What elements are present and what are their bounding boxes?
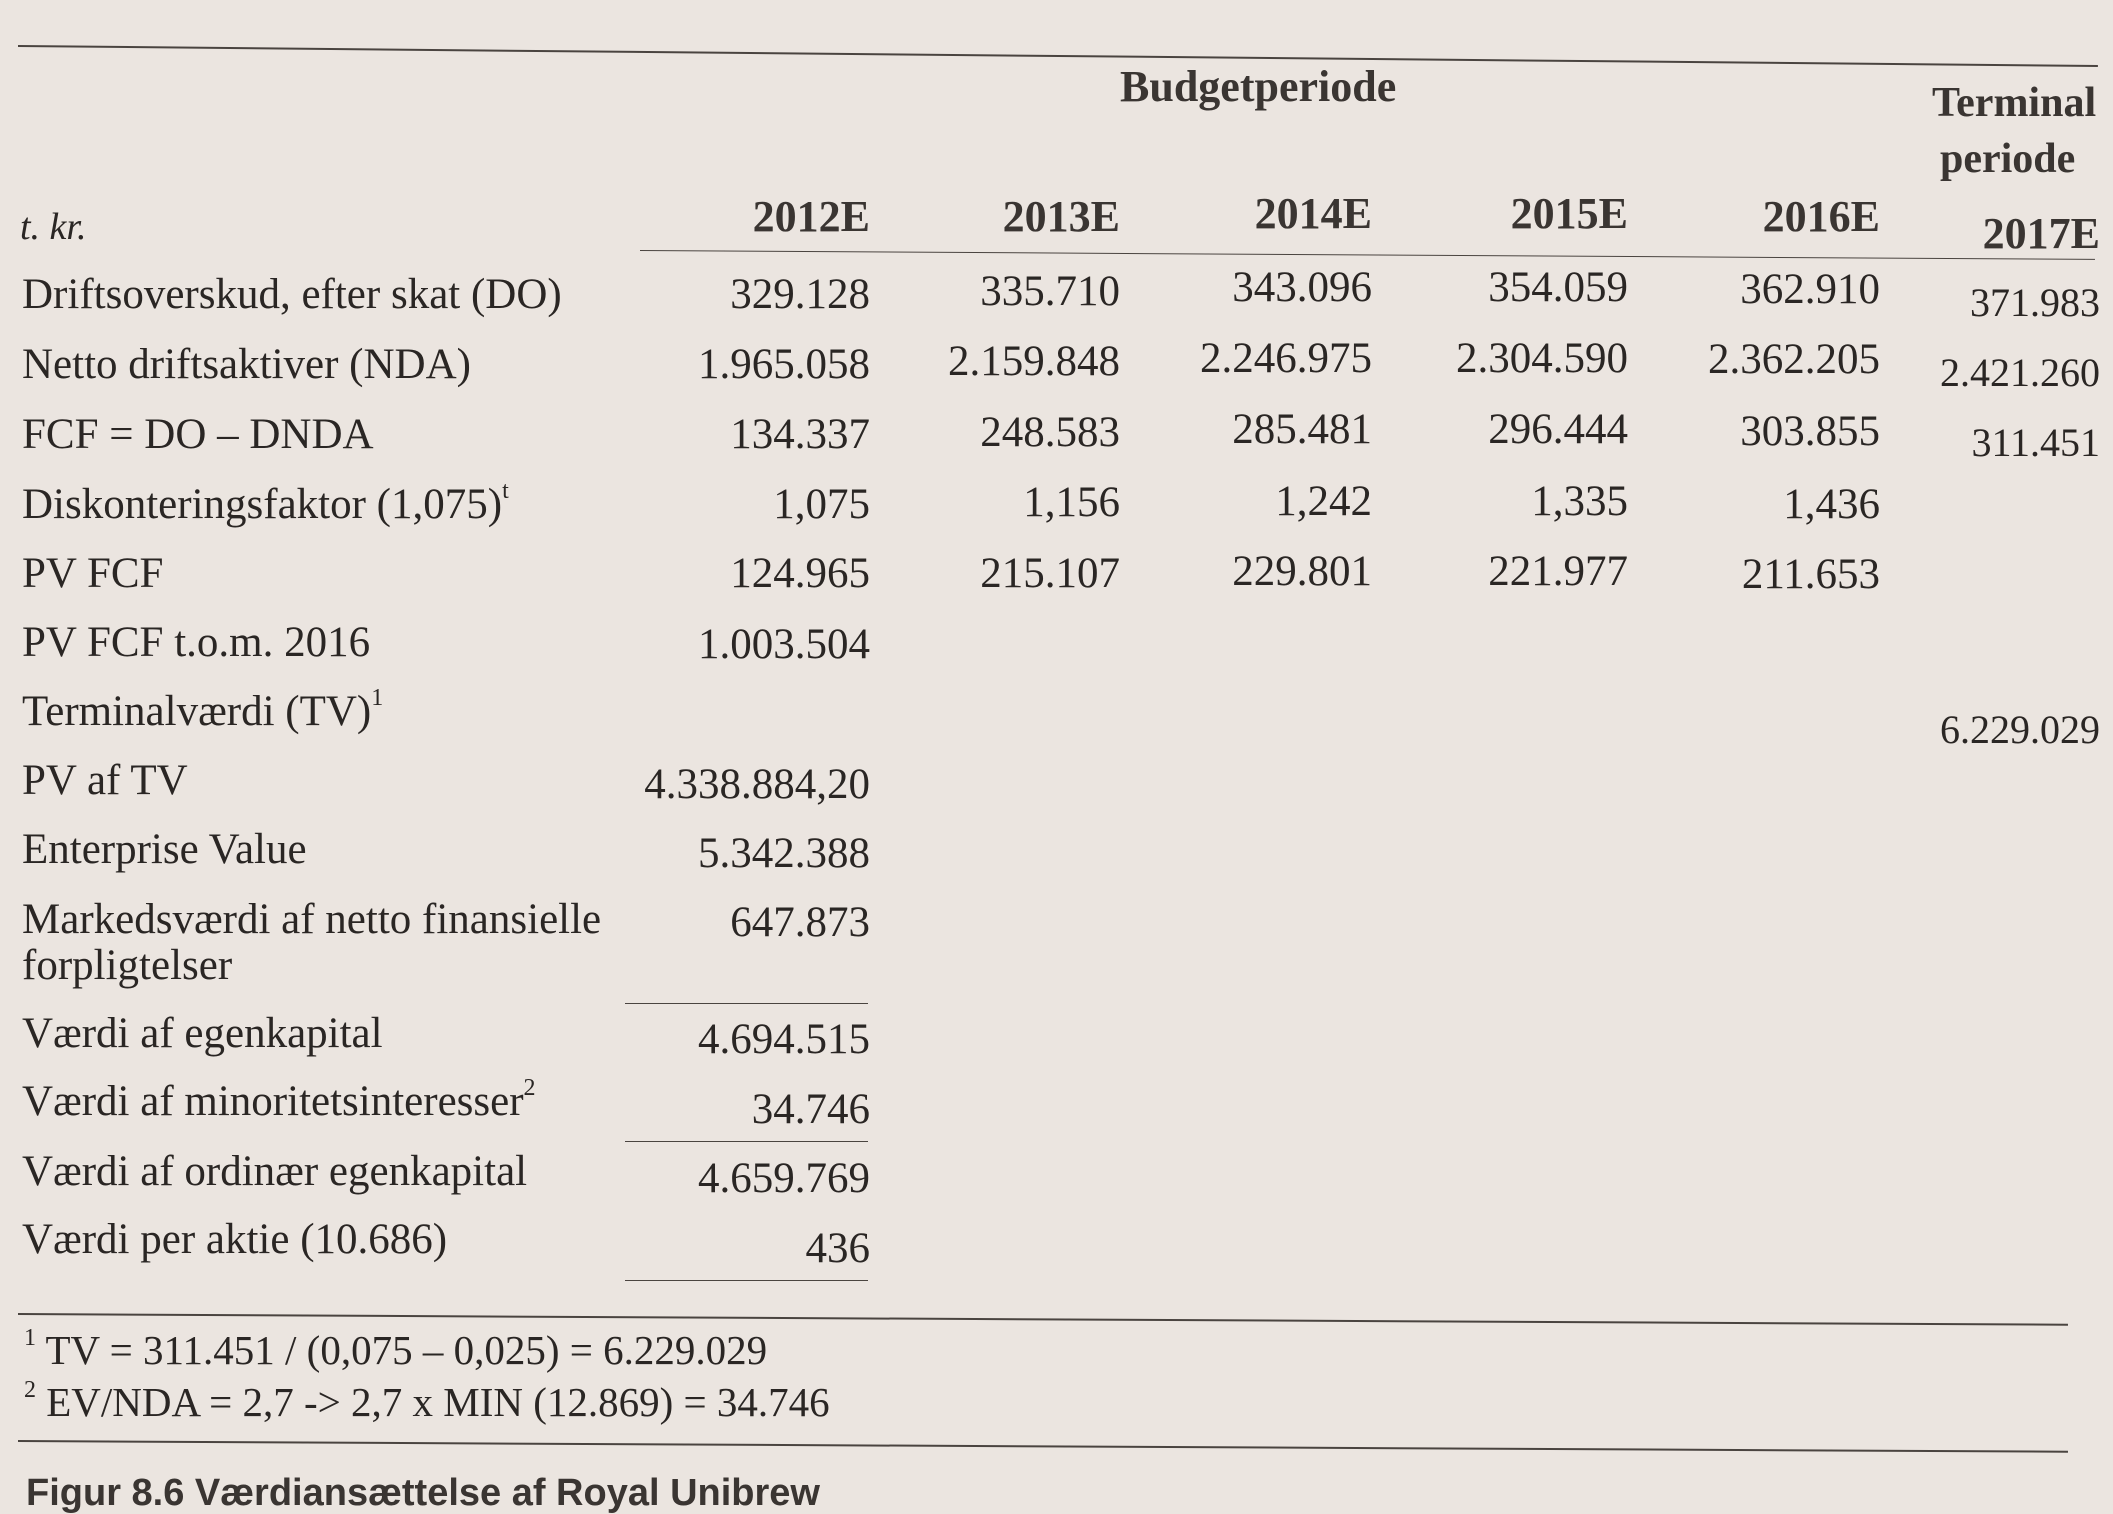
footnote-rule [18, 1440, 2068, 1453]
cell: 329.128 [730, 271, 870, 318]
cell: 1,075 [773, 481, 870, 528]
footnote-text: EV/NDA = 2,7 -> 2,7 x MIN (12.869) = 34.746 [46, 1379, 830, 1425]
cell: 124.965 [730, 550, 870, 597]
cell: 436 [805, 1225, 870, 1272]
row-label-text: Diskonteringsfaktor (1,075) [22, 481, 503, 528]
row-label: Enterprise Value [22, 826, 307, 873]
row-label: PV FCF [22, 550, 164, 597]
cell: 1.965.058 [698, 341, 870, 388]
cell: 371.983 [1970, 280, 2100, 325]
row-label-text: Værdi af minoritetsinteresser [22, 1078, 524, 1125]
total-rule [625, 1280, 868, 1281]
cell: 215.107 [980, 550, 1120, 597]
cell: 2.421.260 [1940, 350, 2100, 395]
row-label: Værdi af ordinær egenkapital [22, 1148, 528, 1195]
cell: 221.977 [1488, 548, 1628, 595]
cell: 4.694.515 [698, 1016, 870, 1063]
col-header-2014E: 2014E [1254, 189, 1372, 238]
cell: 1,242 [1275, 478, 1372, 525]
col-header-2015E: 2015E [1510, 189, 1628, 238]
cell: 6.229.029 [1940, 707, 2100, 752]
footnote-2 [24, 1377, 830, 1425]
col-header-2017E: 2017E [1982, 209, 2100, 258]
row-label: Værdi per aktie (10.686) [22, 1216, 448, 1263]
row-label-text: Terminalværdi (TV) [22, 688, 372, 735]
cell: 285.481 [1232, 406, 1372, 453]
row-label: FCF = DO – DNDA [22, 411, 374, 458]
row-label-sup: t [502, 478, 509, 504]
row-label: PV FCF t.o.m. 2016 [22, 619, 371, 666]
subtotal-rule [625, 1003, 868, 1004]
footnote-marker: 2 [24, 1377, 36, 1403]
cell: 1,156 [1023, 479, 1120, 526]
subtotal-rule [625, 1141, 868, 1142]
col-header-2016E: 2016E [1762, 192, 1880, 241]
cell: 4.659.769 [698, 1155, 870, 1202]
cell: 248.583 [980, 409, 1120, 456]
header-budgetperiode: Budgetperiode [1120, 62, 1397, 111]
cell: 211.653 [1741, 551, 1880, 598]
cell: 1,436 [1783, 481, 1880, 528]
row-label: Netto driftsaktiver (NDA) [22, 341, 471, 388]
cell: 34.746 [751, 1086, 870, 1133]
table-bottom-rule [18, 1313, 2068, 1326]
row-label-line2: forpligtelser [22, 942, 233, 989]
row-label-sup: 2 [523, 1075, 536, 1101]
cell: 2.159.848 [948, 338, 1120, 385]
unit-label: t. kr. [20, 206, 87, 248]
header-periode: periode [1940, 136, 2076, 182]
row-label: PV af TV [22, 757, 188, 804]
cell: 311.451 [1971, 420, 2100, 465]
cell: 354.059 [1488, 264, 1628, 311]
cell: 229.801 [1232, 548, 1372, 595]
row-label-minoritetsinteresser [22, 1075, 536, 1125]
footnote-text: TV = 311.451 / (0,075 – 0,025) = 6.229.029 [45, 1327, 768, 1373]
cell: 1,335 [1531, 478, 1628, 525]
cell: 296.444 [1488, 406, 1628, 453]
figure-caption: Figur 8.6 Værdiansættelse af Royal Unibrew [26, 1472, 820, 1514]
cell: 4.338.884,20 [644, 761, 870, 808]
cell: 1.003.504 [698, 621, 870, 668]
row-label: Markedsværdi af netto finansielle [22, 896, 602, 943]
cell: 343.096 [1232, 264, 1372, 311]
row-label-terminalvaerdi [22, 685, 384, 735]
cell: 647.873 [730, 899, 870, 946]
cell: 2.246.975 [1200, 335, 1372, 382]
cell: 2.362.205 [1708, 336, 1880, 383]
top-rule [18, 45, 2098, 67]
cell: 2.304.590 [1456, 335, 1628, 382]
row-label: Værdi af egenkapital [22, 1010, 383, 1057]
cell: 335.710 [980, 268, 1120, 315]
row-label-sup: 1 [371, 685, 384, 711]
cell: 5.342.388 [698, 830, 870, 877]
cell: 134.337 [730, 411, 870, 458]
cell: 362.910 [1740, 266, 1880, 313]
footnote-marker: 1 [24, 1325, 36, 1351]
header-terminal: Terminal [1932, 80, 2097, 126]
row-label: Driftsoverskud, efter skat (DO) [22, 271, 562, 318]
col-header-2013E: 2013E [1002, 192, 1120, 241]
footnote-1 [24, 1325, 768, 1373]
col-header-2012E: 2012E [752, 192, 870, 241]
cell: 303.855 [1740, 408, 1880, 455]
row-label-diskonteringsfaktor [22, 478, 509, 528]
